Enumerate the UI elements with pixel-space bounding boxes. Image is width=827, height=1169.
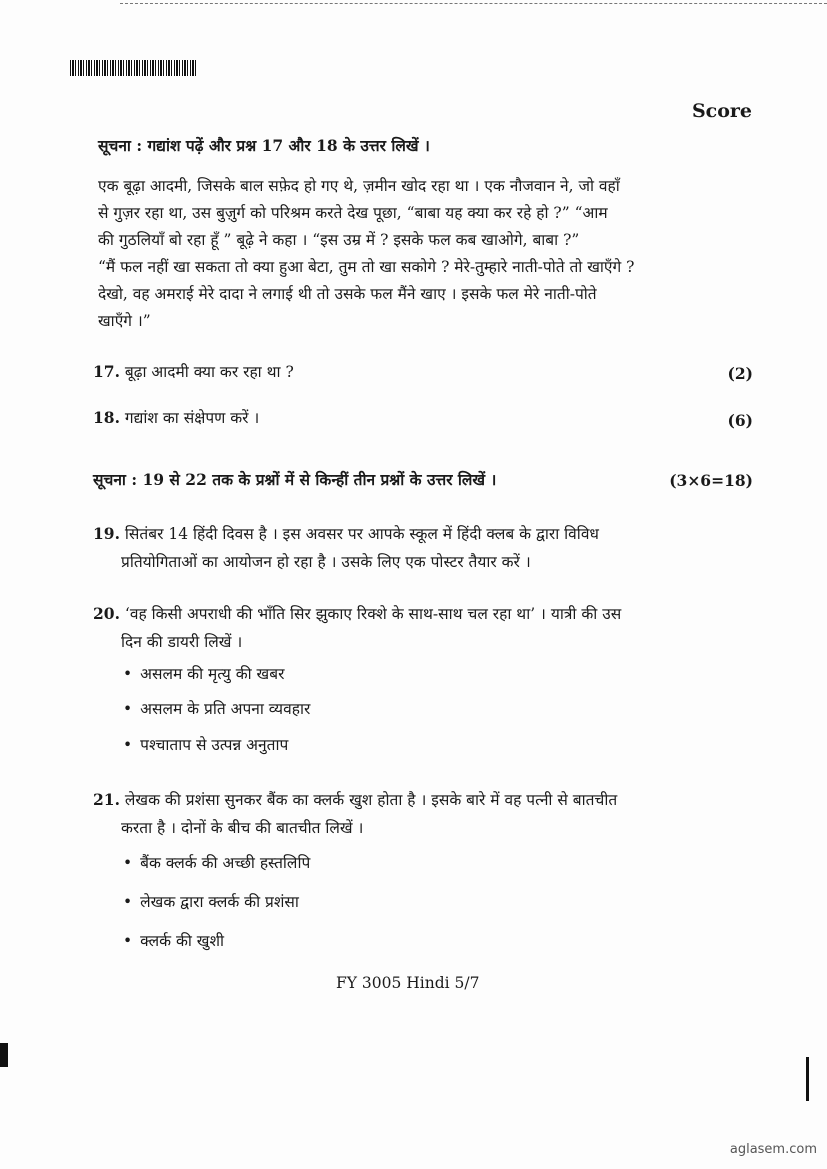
question-18 [93, 406, 259, 428]
question-number: 19. [93, 524, 120, 543]
watermark: aglasem.com [729, 1142, 817, 1157]
passage-line: “मैं फल नहीं खा सकता तो क्या हुआ बेटा, तुम तो खा सकोगे ? मेरे-तुम्हारे नाती-पोते तो खाएँगे ? [98, 258, 635, 276]
passage [98, 173, 726, 335]
q20-bullet: • असलम की मृत्यु की खबर [123, 662, 284, 684]
q20-bullet: • पश्चाताप से उत्पन्न अनुताप [123, 733, 288, 755]
passage-line: से गुज़र रहा था, उस बुज़ुर्ग को परिश्रम करते देख पूछा, “बाबा यह क्या कर रहे हो ?” “आम [98, 204, 608, 222]
top-divider [120, 3, 827, 4]
question-number: 18. [93, 408, 120, 427]
question-19 [93, 520, 733, 576]
question-20 [93, 600, 733, 656]
section1-instruction: सूचना : गद्यांश पढ़ें और प्रश्न 17 और 18 के उत्तर लिखें । [98, 136, 430, 155]
q21-bullet: • क्लर्क की खुशी [123, 929, 224, 951]
question-number: 20. [93, 604, 120, 623]
section2-marks: (3×6=18) [669, 471, 753, 490]
question-line: प्रतियोगिताओं का आयोजन हो रहा है । उसके लिए एक पोस्टर तैयार करें । [121, 553, 531, 571]
question-17 [93, 360, 294, 382]
question-line: लेखक की प्रशंसा सुनकर बैंक का क्लर्क खुश होता है । इसके बारे में वह पत्नी से बातचीत [124, 791, 618, 809]
question-21 [93, 786, 733, 842]
question-line: सितंबर 14 हिंदी दिवस है । इस अवसर पर आपके स्कूल में हिंदी क्लब के द्वारा विविध [124, 525, 599, 543]
question-number: 17. [93, 362, 120, 381]
score-label: Score [691, 100, 752, 122]
question-text: बूढ़ा आदमी क्या कर रहा था ? [124, 363, 294, 381]
scan-mark-left [0, 1043, 8, 1067]
question-line: दिन की डायरी लिखें । [121, 633, 243, 651]
question-18-marks: (6) [727, 411, 753, 430]
q21-bullet: • लेखक द्वारा क्लर्क की प्रशंसा [123, 890, 299, 912]
scan-mark-right [806, 1057, 809, 1101]
section2-instruction: सूचना : 19 से 22 तक के प्रश्नों में से किन्हीं तीन प्रश्नों के उत्तर लिखें । [93, 470, 497, 489]
q21-bullet: • बैंक क्लर्क की अच्छी हस्तलिपि [123, 851, 310, 873]
passage-line: एक बूढ़ा आदमी, जिसके बाल सफ़ेद हो गए थे, ज़मीन खोद रहा था । एक नौजवान ने, जो वहाँ [98, 177, 620, 195]
passage-line: खाएँगे ।” [98, 312, 151, 330]
question-number: 21. [93, 790, 120, 809]
page-code: FY 3005 Hindi 5/7 [336, 974, 480, 992]
passage-line: देखो, वह अमराई मेरे दादा ने लगाई थी तो उसके फल मैंने खाए । इसके फल मेरे नाती-पोते [98, 285, 597, 303]
q20-bullet: • असलम के प्रति अपना व्यवहार [123, 697, 310, 719]
question-line: ‘वह किसी अपराधी की भाँति सिर झुकाए रिक्शे के साथ-साथ चल रहा था’ । यात्री की उस [124, 605, 622, 623]
question-17-marks: (2) [727, 364, 753, 383]
question-text: गद्यांश का संक्षेपण करें । [124, 409, 260, 427]
barcode [70, 60, 198, 76]
question-line: करता है । दोनों के बीच की बातचीत लिखें । [121, 819, 364, 837]
passage-line: की गुठलियाँ बो रहा हूँ ” बूढ़े ने कहा । “इस उम्र में ? इसके फल कब खाओगे, बाबा ?” [98, 231, 580, 249]
